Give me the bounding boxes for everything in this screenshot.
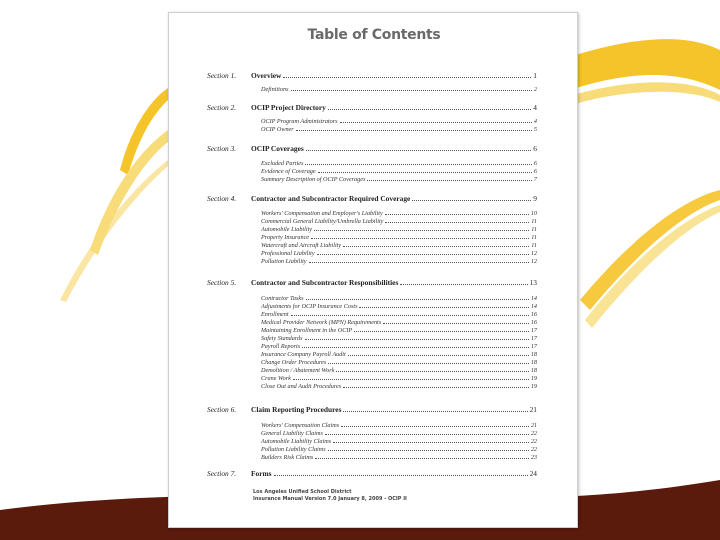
entry-page: 7 — [533, 176, 537, 183]
entry-page: 11 — [531, 218, 537, 225]
dot-leader — [296, 124, 532, 131]
dot-leader — [385, 216, 529, 223]
section-label: Section 1. — [207, 71, 237, 80]
dot-leader — [367, 174, 532, 181]
section-link-required-coverage[interactable] — [251, 194, 537, 203]
entry-page: 17 — [530, 335, 537, 342]
entry-title: Medical Provider Network (MPN) Requirements — [261, 319, 382, 326]
toc-entry[interactable] — [261, 256, 537, 266]
dot-leader — [359, 301, 528, 308]
entry-page: 22 — [530, 438, 537, 445]
toc-title: Table of Contents — [307, 27, 441, 43]
section-title: OCIP Coverages — [251, 144, 304, 153]
dot-leader — [328, 357, 529, 364]
dot-leader — [348, 349, 529, 356]
dot-leader — [302, 341, 529, 348]
gold-swoosh-top-right — [560, 39, 720, 90]
entry-title: Definitions — [261, 86, 289, 93]
dot-leader — [309, 256, 529, 263]
document-page — [168, 12, 578, 528]
section-label: Section 7. — [207, 469, 237, 478]
section-page: 1 — [533, 71, 537, 80]
document-footer — [253, 489, 407, 503]
section-page: 6 — [533, 144, 537, 153]
entry-title: General Liability Claims — [261, 430, 323, 437]
dot-leader — [343, 381, 529, 388]
footer-version: Insurance Manual Version 7.0 January 8, 2009 - OCIP II — [253, 496, 407, 502]
gold-swoosh-mid-right — [580, 190, 720, 310]
entry-title: Insurance Company Payroll Audit — [261, 351, 346, 358]
entry-page: 14 — [530, 295, 537, 302]
entry-page: 18 — [530, 351, 537, 358]
section-page: 24 — [529, 469, 537, 478]
dot-leader — [291, 84, 532, 91]
gold-swoosh-lower-right — [585, 205, 720, 328]
dot-leader — [305, 333, 529, 340]
entry-title: Payroll Reports — [261, 343, 301, 350]
dot-leader — [306, 144, 532, 151]
dot-leader — [340, 116, 532, 123]
dot-leader — [283, 71, 531, 78]
entry-title: OCIP Owner — [261, 126, 294, 133]
section-title: Contractor and Subcontractor Responsibilities — [251, 278, 399, 287]
entry-page: 17 — [530, 327, 537, 334]
section-link-ocip-coverages[interactable] — [251, 144, 537, 153]
entry-page: 19 — [530, 383, 537, 390]
entry-page: 2 — [533, 86, 537, 93]
dot-leader — [333, 436, 529, 443]
toc-entry[interactable] — [261, 452, 537, 462]
entry-title: Pollution Liability Claims — [261, 446, 326, 453]
section-label: Section 2. — [207, 103, 237, 112]
entry-title: Contractor Tasks — [261, 295, 304, 302]
dot-leader — [341, 420, 529, 427]
entry-title: Automobile Liability — [261, 226, 313, 233]
section-label: Section 5. — [207, 278, 237, 287]
entry-title: Maintaining Enrollment in the OCIP — [261, 327, 353, 334]
entry-title: Adjustments for OCIP Insurance Costs — [261, 303, 358, 310]
entry-page: 22 — [530, 446, 537, 453]
dot-leader — [291, 309, 529, 316]
entry-title: Pollution Liability — [261, 258, 307, 265]
entry-page: 5 — [533, 126, 537, 133]
entry-page: 19 — [530, 375, 537, 382]
section-link-ocip-project-directory[interactable] — [251, 103, 537, 112]
dot-leader — [317, 248, 529, 255]
entry-page: 18 — [530, 367, 537, 374]
entry-title: Summary Description of OCIP Coverages — [261, 176, 366, 183]
section-page: 4 — [533, 103, 537, 112]
dot-leader — [343, 240, 529, 247]
section-page: 9 — [533, 194, 537, 203]
entry-page: 18 — [530, 359, 537, 366]
section-page: 21 — [529, 405, 537, 414]
entry-page: 23 — [530, 454, 537, 461]
toc-entry[interactable] — [261, 84, 537, 94]
entry-title: Change Order Procedures — [261, 359, 327, 366]
dot-leader — [343, 405, 527, 412]
section-link-claim-reporting[interactable] — [251, 405, 537, 414]
entry-title: Builders Risk Claims — [261, 454, 314, 461]
entry-page: 10 — [530, 210, 537, 217]
entry-title: Automobile Liability Claims — [261, 438, 332, 445]
entry-page: 22 — [530, 430, 537, 437]
dot-leader — [274, 469, 528, 476]
entry-title: Safety Standards — [261, 335, 303, 342]
section-label: Section 3. — [207, 144, 237, 153]
section-title: OCIP Project Directory — [251, 103, 326, 112]
entry-title: OCIP Program Administrators — [261, 118, 338, 125]
dot-leader — [328, 444, 529, 451]
entry-page: 11 — [531, 226, 537, 233]
entry-page: 21 — [530, 422, 537, 429]
entry-page: 16 — [530, 319, 537, 326]
entry-page: 14 — [530, 303, 537, 310]
dot-leader — [336, 365, 528, 372]
section-link-responsibilities[interactable] — [251, 278, 537, 287]
entry-title: Workers' Compensation Claims — [261, 422, 340, 429]
toc-entry[interactable] — [261, 124, 537, 134]
section-title: Claim Reporting Procedures — [251, 405, 342, 414]
entry-title: Commercial General Liability/Umbrella Liability — [261, 218, 384, 225]
entry-title: Demolition / Abatement Work — [261, 367, 335, 374]
entry-title: Workers' Compensation and Employer's Liability — [261, 210, 383, 217]
gold-swoosh-thin-right — [570, 82, 720, 104]
entry-title: Enrollment — [261, 311, 289, 318]
dot-leader — [400, 278, 527, 285]
entry-page: 6 — [533, 160, 537, 167]
entry-page: 12 — [530, 250, 537, 257]
dot-leader — [412, 194, 531, 201]
gold-swoosh-left-thin — [60, 160, 168, 302]
entry-title: Excluded Parties — [261, 160, 304, 167]
section-link-overview[interactable] — [251, 71, 537, 80]
dot-leader — [328, 103, 531, 110]
dot-leader — [354, 325, 529, 332]
dot-leader — [383, 317, 529, 324]
section-title: Overview — [251, 71, 282, 80]
entry-title: Watercraft and Aircraft Liability — [261, 242, 342, 249]
entry-page: 4 — [533, 118, 537, 125]
entry-title: Crane Work — [261, 375, 291, 382]
entry-page: 11 — [531, 234, 537, 241]
section-title: Forms — [251, 469, 272, 478]
entry-title: Property Insurance — [261, 234, 310, 241]
entry-page: 12 — [530, 258, 537, 265]
section-link-forms[interactable] — [251, 469, 537, 478]
section-label: Section 4. — [207, 194, 237, 203]
dot-leader — [293, 373, 529, 380]
entry-title: Evidence of Coverage — [261, 168, 316, 175]
dot-leader — [325, 428, 529, 435]
dot-leader — [311, 232, 529, 239]
dot-leader — [314, 224, 529, 231]
entry-page: 11 — [531, 242, 537, 249]
section-title: Contractor and Subcontractor Required Coverage — [251, 194, 411, 203]
dot-leader — [318, 166, 532, 173]
footer-district: Los Angeles Unified School District — [253, 489, 352, 495]
entry-title: Close Out and Audit Procedures — [261, 383, 342, 390]
entry-page: 16 — [530, 311, 537, 318]
entry-page: 6 — [533, 168, 537, 175]
dot-leader — [315, 452, 529, 459]
dot-leader — [385, 208, 529, 215]
section-label: Section 6. — [207, 405, 237, 414]
dot-leader — [305, 158, 531, 165]
entry-title: Professional Liability — [261, 250, 315, 257]
toc-entry[interactable] — [261, 381, 537, 391]
section-page: 13 — [529, 278, 537, 287]
dot-leader — [306, 293, 529, 300]
toc-entry[interactable] — [261, 174, 537, 184]
entry-page: 17 — [530, 343, 537, 350]
